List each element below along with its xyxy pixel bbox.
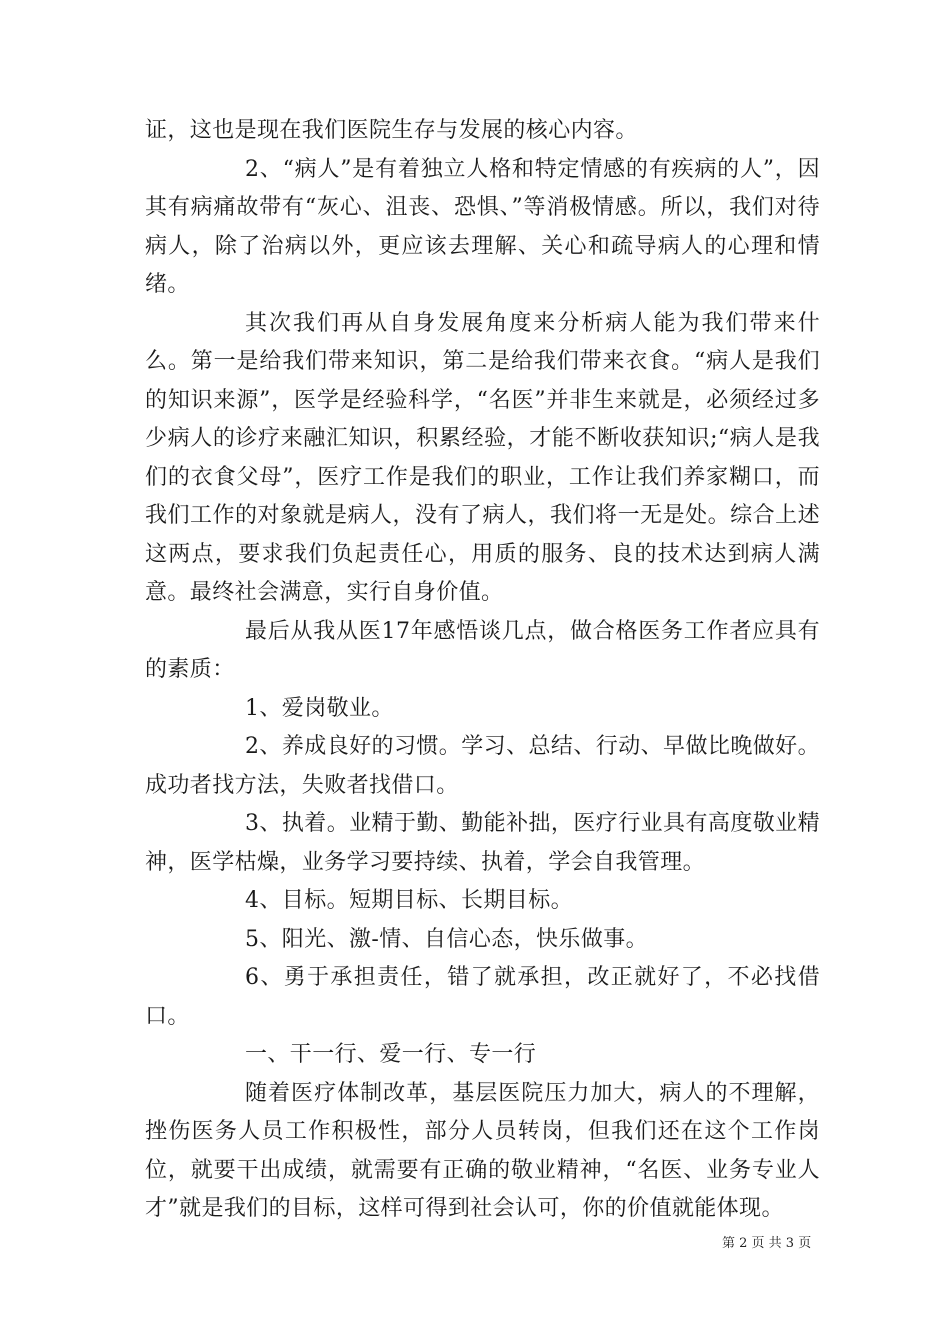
list-item-5: 5、阳光、激-情、自信心态，快乐做事。 (245, 926, 649, 952)
paragraph-continuation: 证，这也是现在我们医院生存与发展的核心内容。 (145, 118, 638, 143)
paragraph-qualities-intro: 最后从我从医17年感悟谈几点，做合格医务工作者应具有的素质： (145, 618, 820, 682)
list-item-2: 2、养成良好的习惯。学习、总结、行动、早做比晚做好。成功者找方法，失败者找借口。 (145, 734, 820, 798)
list-item-3: 3、执着。业精于勤、勤能补拙，医疗行业具有高度敬业精神，医学枯燥，业务学习要持续、执着，学会自我管理。 (145, 811, 820, 875)
paragraph-reform: 随着医疗体制改革，基层医院压力加大，病人的不理解，挫伤医务人员工作积极性，部分人员转岗，但我们还在这个工作岗位，就要干出成绩，就需要有正确的敬业精神，“名医、业务专业人才”就是我们的目标，这样可得到社会认可，你的价值就能体现。 (145, 1080, 820, 1221)
page-number: 第 2 页 共 3 页 (722, 1236, 812, 1251)
list-item-4: 4、目标。短期目标、长期目标。 (245, 888, 573, 913)
document-body (145, 112, 820, 1229)
section-heading-1: 一、干一行、爱一行、专一行 (245, 1042, 537, 1067)
paragraph-self-development: 其次我们再从自身发展角度来分析病人能为我们带来什么。第一是给我们带来知识，第二是给我们带来衣食。“病人是我们的知识来源”，医学是经验科学，“名医”并非生来就是，必须经过多少病人的诊疗来融汇知识，积累经验，才能不断收获知识;“病人是我们的衣食父母”，医疗工作是我们的职业，工作让我们养家糊口，而我们工作的对象就是病人，没有了病人，我们将一无是处。综合上述这两点，要求我们负起责任心，用质的服务、良的技术达到病人满意。最终社会满意，实行自身价值。 (145, 310, 820, 605)
list-item-1: 1、爱岗敬业。 (245, 695, 394, 721)
list-item-6: 6、勇于承担责任，错了就承担，改正就好了，不必找借口。 (145, 965, 820, 1029)
paragraph-point-2-patient: 2、“病人”是有着独立人格和特定情感的有疾病的人”，因其有病痛故带有“灰心、沮丧、恐惧、”等消极情感。所以，我们对待病人，除了治病以外，更应该去理解、关心和疏导病人的心理和情绪。 (145, 156, 820, 297)
